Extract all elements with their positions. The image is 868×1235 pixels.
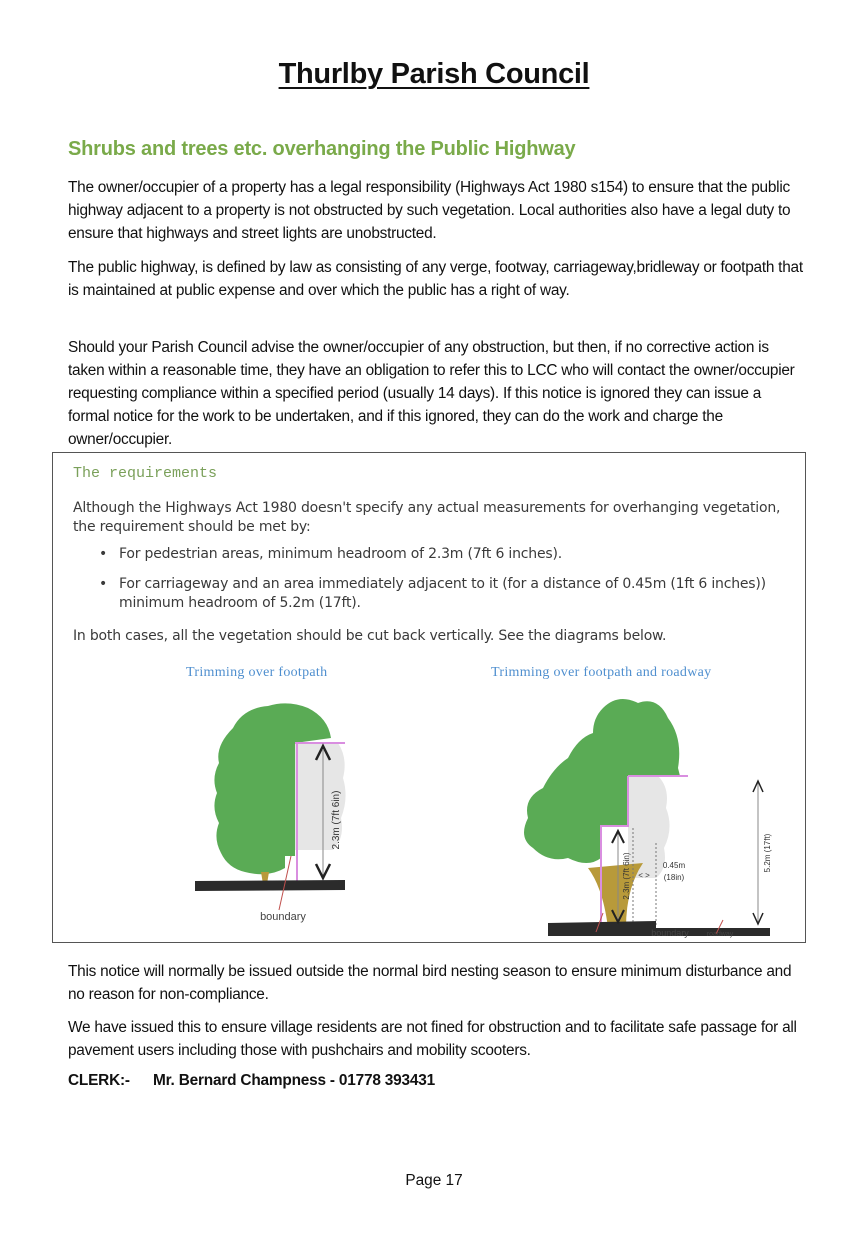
diagram-caption-footpath-roadway: Trimming over footpath and roadway	[491, 665, 712, 680]
high-height-label: 5.2m (17ft)	[763, 833, 772, 873]
clerk-contact	[68, 1072, 435, 1090]
offset-label: 0.45m	[662, 861, 686, 870]
requirements-item-carriageway	[97, 575, 787, 613]
ground-icon	[195, 880, 345, 891]
requirements-outro: In both cases, all the vegetation should be cut back vertically. See the diagrams below.	[73, 628, 667, 644]
clerk-value: Mr. Bernard Champness - 01778 393431	[153, 1072, 435, 1089]
offset-sub-label: (18in)	[663, 873, 685, 882]
requirements-intro: Although the Highways Act 1980 doesn't specify any actual measurements for overhanging vegetation, the requirement should be met by:	[73, 500, 781, 535]
section-heading: Shrubs and trees etc. overhanging the Public Highway	[68, 138, 576, 160]
offset-arrows-icon: < >	[638, 871, 650, 880]
requirements-figure	[52, 452, 806, 943]
boundary-label: boundary	[260, 911, 306, 923]
paragraph-highway-definition: The public highway, is defined by law as consisting of any verge, footway, carriageway,bridleway or footpath that is maintained at public expense and over which the public has a right of way.	[68, 259, 803, 299]
requirements-item-pedestrian	[97, 545, 787, 564]
requirements-item-text: For carriageway and an area immediately adjacent to it (for a distance of 0.45m (1ft 6 inches)) minimum headroom of 5.2m (17ft).	[119, 576, 766, 611]
page-number: Page 17	[405, 1172, 463, 1189]
paragraph-legal-responsibility: The owner/occupier of a property has a legal responsibility (Highways Act 1980 s154) to ensure that the public highway adjacent to a property is not obstructed by such vegetation. Local authorities also have a legal duty to ensure that highways and street lights are unobstructed.	[68, 179, 791, 242]
diagram-caption-footpath: Trimming over footpath	[186, 665, 328, 680]
clerk-label: CLERK:-	[68, 1072, 130, 1089]
page-title: Thurlby Parish Council	[278, 58, 590, 90]
low-height-label: 2.3m (7ft 6in)	[622, 852, 631, 900]
diagram-trimming-footpath	[173, 688, 413, 938]
bullet-icon: •	[99, 546, 108, 562]
requirements-title: The requirements	[73, 465, 218, 482]
requirements-item-text: For pedestrian areas, minimum headroom of 2.3m (7ft 6 inches).	[119, 546, 562, 562]
bullet-icon: •	[99, 576, 108, 592]
paragraph-purpose: We have issued this to ensure village residents are not fined for obstruction and to facilitate safe passage for all pavement users including those with pushchairs and mobility scooters.	[68, 1019, 797, 1059]
paragraph-nesting-season: This notice will normally be issued outside the normal bird nesting season to ensure minimum disturbance and no reason for non-compliance.	[68, 963, 792, 1003]
paragraph-enforcement: Should your Parish Council advise the owner/occupier of any obstruction, but then, if no corrective action is taken within a reasonable time, they have an obligation to refer this to LCC who will contact the owner/occupier requesting compliance within a specified period (usually 14 days). If this notice is ignored they can issue a formal notice for the work to be undertaken, and if this ignored, they can do the work and charge the owner/occupier.	[68, 339, 795, 448]
diagram-trimming-footpath-roadway	[508, 688, 828, 938]
requirements-list	[97, 545, 787, 624]
height-label: 2.3m (7ft 6in)	[331, 790, 342, 850]
roadway-label: roadway	[706, 931, 734, 938]
boundary-label: boundary	[651, 928, 689, 938]
